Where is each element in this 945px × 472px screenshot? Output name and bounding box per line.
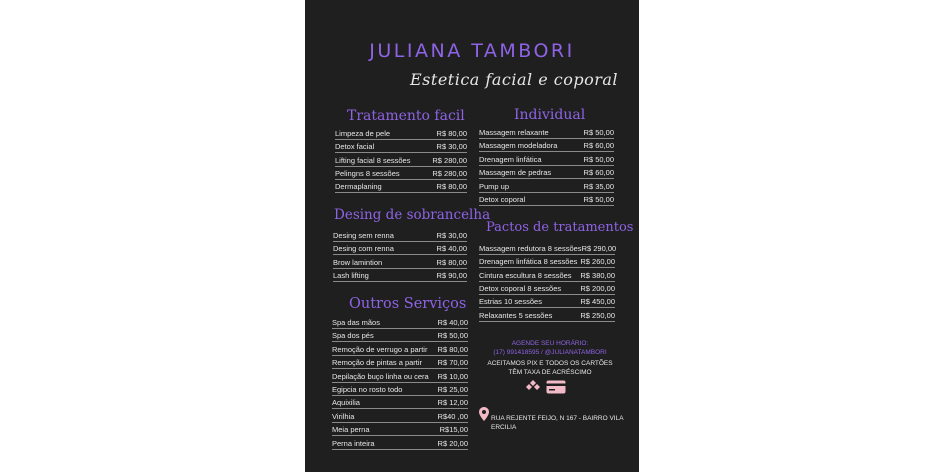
service-name: Massagem relaxante: [479, 128, 549, 137]
service-name: Limpeza de pele: [335, 129, 391, 138]
service-price: R$ 90,00: [436, 271, 467, 280]
service-name: Desing sem renna: [333, 231, 394, 240]
price-row: [479, 310, 615, 322]
service-price: R$ 70,00: [437, 358, 468, 367]
service-name: Massagem de pedras: [479, 168, 552, 177]
price-row: [479, 140, 614, 152]
service-name: Spa das mãos: [332, 318, 380, 327]
service-name: Brow lamintion: [333, 258, 383, 267]
service-name: Egipcia no rosto todo: [332, 385, 403, 394]
price-row: [479, 243, 615, 255]
service-price: R$ 450,00: [580, 297, 615, 306]
service-price: R$ 12,00: [437, 398, 468, 407]
service-price: R$ 290,00: [581, 244, 617, 253]
service-price: R$40 ,00: [437, 412, 468, 421]
service-name: Lash lifting: [333, 271, 369, 280]
section-title-pacotes: Pactos de tratamentos: [486, 220, 634, 235]
price-row: [332, 424, 468, 436]
price-row: [333, 257, 467, 269]
service-price: R$15,00: [439, 425, 468, 434]
service-name: Detox facial: [335, 142, 375, 151]
price-row: [479, 181, 614, 193]
address: RUA REJENTE FEIJO, N 167 - BAIRRO VILA ERCILIA: [491, 415, 624, 431]
price-row: [479, 127, 614, 139]
service-name: Spa dos pés: [332, 331, 374, 340]
price-row: [479, 270, 615, 282]
service-price: R$ 50,00: [583, 195, 614, 204]
service-price: R$ 40,00: [437, 318, 468, 327]
service-price: R$ 280,00: [432, 156, 467, 165]
service-price: R$ 10,00: [437, 372, 468, 381]
price-row: [479, 194, 614, 206]
service-name: Remoção de pintas a partir: [332, 358, 423, 367]
service-name: Depilação buço linha ou cera: [332, 372, 429, 381]
price-row: [335, 128, 467, 140]
price-row: [333, 230, 467, 242]
section-title-individual: Individual: [514, 107, 586, 123]
service-price: R$ 200,00: [580, 284, 615, 293]
service-price: R$ 50,00: [583, 128, 614, 137]
service-price: R$ 60,00: [583, 141, 614, 150]
price-row: [335, 181, 467, 193]
service-name: Aquixilia: [332, 398, 360, 407]
service-name: Lifting facial 8 sessões: [335, 156, 411, 165]
service-price: R$ 60,00: [583, 168, 614, 177]
price-row: [335, 168, 467, 180]
service-price: R$ 80,00: [436, 129, 467, 138]
price-row: [333, 243, 467, 255]
service-name: Detox coporal 8 sessões: [479, 284, 562, 293]
phone-instagram: (17) 991418595 / @JULIANATAMBORI: [493, 349, 607, 356]
schedule-label: AGENDE SEU HORÁRIO:: [511, 340, 589, 347]
price-list-poster: [305, 0, 639, 472]
price-row: [332, 317, 468, 329]
price-row: [332, 344, 468, 356]
price-row: [332, 438, 468, 450]
service-price: R$ 80,00: [436, 258, 467, 267]
price-row: [479, 167, 614, 179]
service-price: R$ 30,00: [436, 142, 467, 151]
service-name: Drenagem linfática 8 sessões: [479, 257, 578, 266]
service-price: R$ 80,00: [437, 345, 468, 354]
service-price: R$ 50,00: [437, 331, 468, 340]
service-price: R$ 25,00: [437, 385, 468, 394]
price-row: [332, 357, 468, 369]
price-row: [333, 270, 467, 282]
payment-line-2: TÊM TAXA DE ACRÉSCIMO: [508, 369, 592, 376]
price-row: [335, 141, 467, 153]
service-price: R$ 80,00: [436, 182, 467, 191]
section-title-tratamento-facial: Tratamento facil: [347, 108, 465, 124]
business-title: JULIANA TAMBORI: [369, 40, 575, 62]
service-name: Massagem modeladora: [479, 141, 558, 150]
service-name: Drenagem linfática: [479, 155, 542, 164]
service-price: R$ 250,00: [580, 311, 615, 320]
price-row: [332, 397, 468, 409]
location-pin-icon: [479, 407, 489, 421]
service-name: Meia perna: [332, 425, 370, 434]
service-name: Relaxantes 5 sessões: [479, 311, 553, 320]
service-name: Estrias 10 sessões: [479, 297, 542, 306]
service-name: Remoção de verrugo a partir: [332, 345, 428, 354]
service-name: Cintura escultura 8 sessões: [479, 271, 572, 280]
price-row: [479, 283, 615, 295]
service-name: Dermaplaning: [335, 182, 382, 191]
service-name: Desing com renna: [333, 244, 394, 253]
service-price: R$ 20,00: [437, 439, 468, 448]
payment-line-1: ACEITAMOS PIX E TODOS OS CARTÕES: [487, 360, 613, 367]
credit-card-icon: [546, 380, 566, 394]
price-row: [332, 384, 468, 396]
pix-icon: [526, 378, 546, 394]
price-row: [479, 154, 614, 166]
price-row: [332, 330, 468, 342]
price-row: [479, 256, 615, 268]
price-row: [335, 155, 467, 167]
service-name: Perna inteira: [332, 439, 375, 448]
service-name: Detox coporal: [479, 195, 526, 204]
section-title-sobrancelha: Desing de sobrancelha: [334, 207, 491, 223]
service-price: R$ 40,00: [436, 244, 467, 253]
service-price: R$ 260,00: [580, 257, 615, 266]
price-row: [479, 296, 615, 308]
service-price: R$ 50,00: [583, 155, 614, 164]
service-name: Pelingns 8 sessões: [335, 169, 400, 178]
service-price: R$ 280,00: [432, 169, 467, 178]
price-row: [332, 371, 468, 383]
service-price: R$ 35,00: [583, 182, 614, 191]
service-name: Pump up: [479, 182, 510, 191]
service-price: R$ 30,00: [436, 231, 467, 240]
section-title-outros: Outros Serviços: [349, 296, 467, 312]
price-row: [332, 411, 468, 423]
service-name: Virilhia: [332, 412, 355, 421]
business-subtitle: Estetica facial e coporal: [410, 70, 619, 89]
service-name: Massagem redutora 8 sessões: [479, 244, 582, 253]
service-price: R$ 380,00: [580, 271, 615, 280]
